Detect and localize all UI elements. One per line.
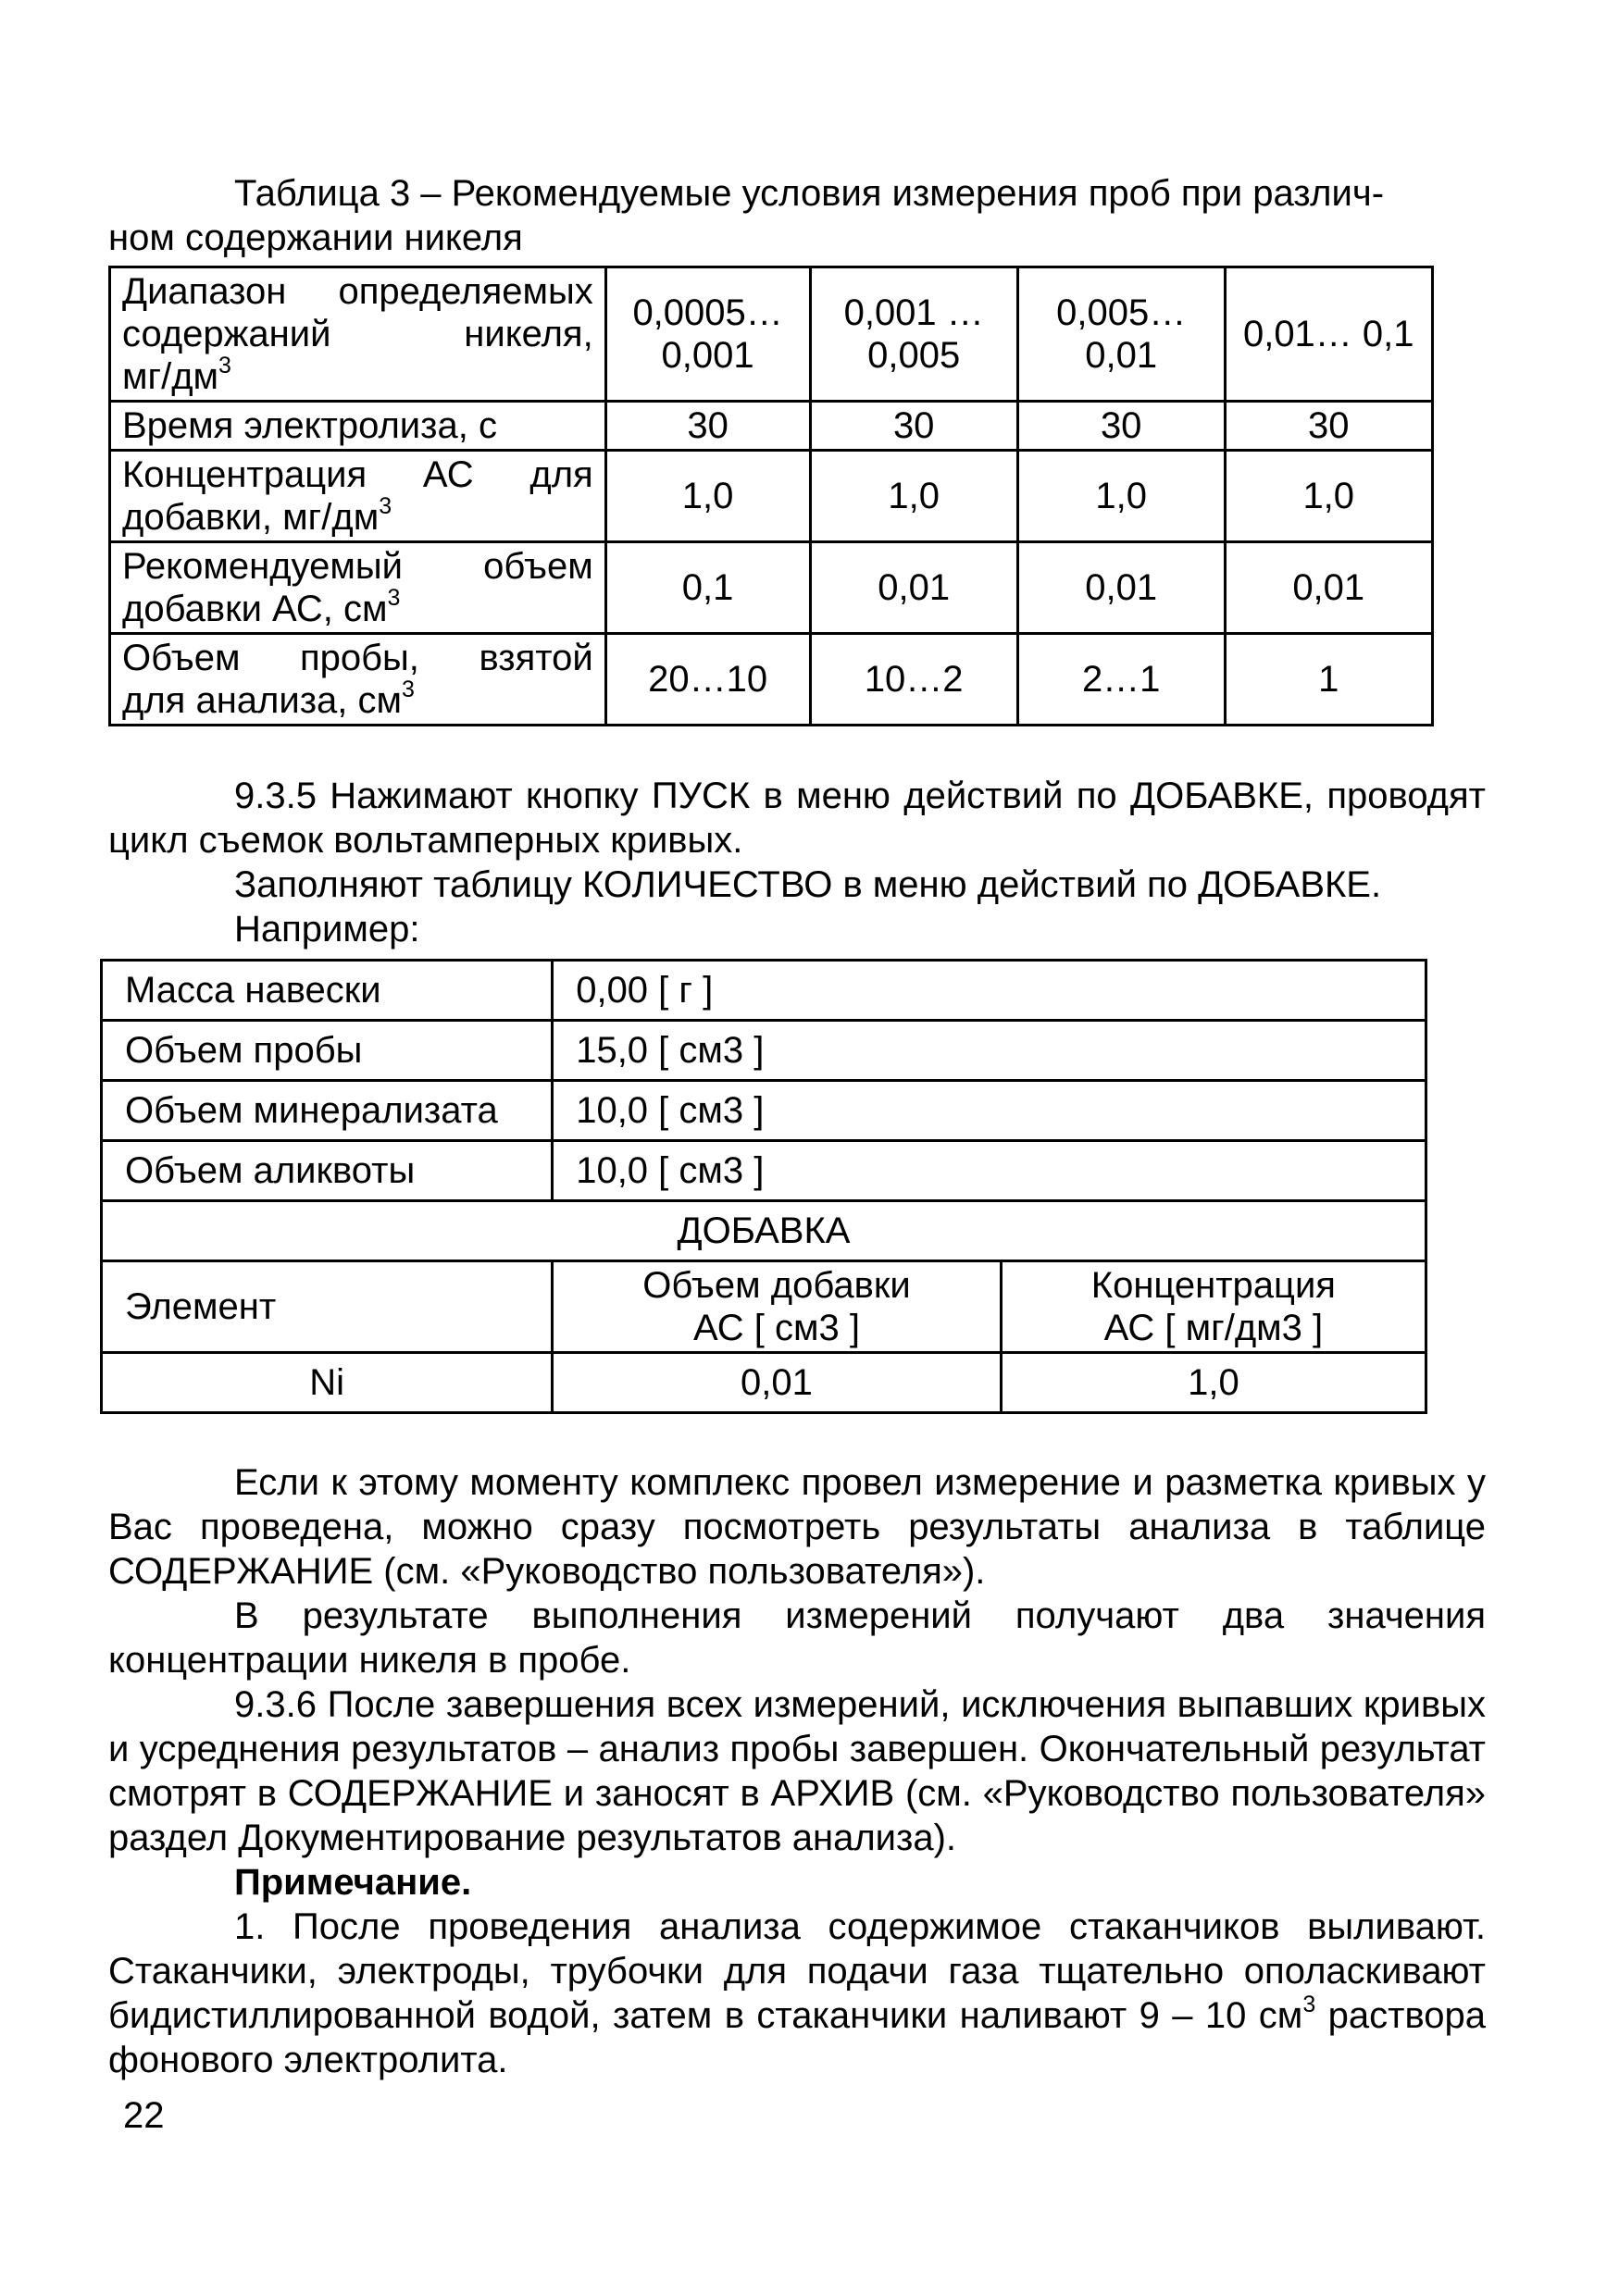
table-cell: 30 [605, 402, 810, 451]
quantity-table [100, 959, 1427, 1414]
caption-line-2: ном содержании никеля [108, 217, 523, 258]
table-cell: 1,0 [605, 451, 810, 542]
table-cell: 0,01 [1017, 542, 1225, 634]
range-header: 0,001 … 0,005 [810, 267, 1017, 402]
row-label: Концентрация АС для добавки, $мг/дм^3$ [110, 451, 606, 542]
range-header: 0,01… 0,1 [1225, 267, 1433, 402]
quantity-value: 10,0 [ см3 ] [553, 1081, 1426, 1141]
row-label: Диапазон определяемых содержаний никеля, $мг/дм^3$ [110, 267, 606, 402]
column-element: Элемент [102, 1261, 553, 1353]
table-cell: 30 [810, 402, 1017, 451]
quantity-value: 15,0 [ см3 ] [553, 1021, 1426, 1081]
table-row [110, 634, 1433, 726]
element-cell: Ni [102, 1353, 553, 1413]
caption-line-1: Таблица 3 – Рекомендуемые условия измерения проб при различ- [234, 173, 1385, 214]
column-concentration: Концентрация АС [ мг/дм3 ] [1001, 1261, 1426, 1353]
table-cell: 1 [1225, 634, 1433, 726]
table-cell: 0,01 [810, 542, 1017, 634]
page-number: 22 [123, 2095, 165, 2136]
table-row [102, 1353, 1426, 1413]
table-row [110, 267, 1433, 402]
quantity-label: Объем пробы [102, 1021, 553, 1081]
range-header: 0,0005… 0,001 [605, 267, 810, 402]
table-cell: 0,1 [605, 542, 810, 634]
table-row [102, 1141, 1426, 1201]
paragraph-two-values: В результате выполнения измерений получают два значения концентрации никеля в пробе. [108, 1595, 1486, 1681]
recommended-conditions-table [108, 266, 1434, 726]
volume-cell: 0,01 [553, 1353, 1002, 1413]
table-cell: 1,0 [1017, 451, 1225, 542]
table-cell: 30 [1225, 402, 1433, 451]
table-row [102, 1201, 1426, 1261]
table-row [110, 542, 1433, 634]
paragraph-9-3-5: 9.3.5 Нажимают кнопку ПУСК в меню действий по ДОБАВКЕ, проводят цикл съемок вольтамперных кривых. [108, 776, 1486, 861]
note-text: 1. После проведения анализа содержимое стаканчиков выливают. Стаканчики, электроды, трубочки для подачи газа тщательно ополаскивают бидистиллированной водой, затем в стаканчики наливают 9 – 10 $см^3$ раствора фонового электролита. [108, 1906, 1486, 2080]
paragraph-results: Если к этому моменту комплекс провел измерение и разметка кривых у Вас проведена, можно сразу посмотреть результаты анализа в таблице СОДЕРЖАНИЕ (см. «Руководство пользователя»). [108, 1462, 1486, 1592]
row-label: Объем пробы, взятой для анализа, $см^3$ [110, 634, 606, 726]
table-row [102, 961, 1426, 1021]
table-row [110, 402, 1433, 451]
paragraph-fill-table: Заполняют таблицу КОЛИЧЕСТВО в меню действий по ДОБАВКЕ. [234, 864, 1382, 905]
table-caption [108, 171, 1486, 260]
paragraph-example: Например: [234, 909, 420, 949]
table-row [102, 1081, 1426, 1141]
concentration-cell: 1,0 [1001, 1353, 1426, 1413]
table-row [110, 451, 1433, 542]
note-title: Примечание. [234, 1862, 472, 1903]
table-row [102, 1261, 1426, 1353]
table-row [102, 1021, 1426, 1081]
column-volume: Объем добавки АС [ см3 ] [553, 1261, 1002, 1353]
row-label: Время электролиза, с [110, 402, 606, 451]
table-cell: 1,0 [1225, 451, 1433, 542]
row-label: Рекомендуемый объем добавки АС, $см^3$ [110, 542, 606, 634]
note-section [108, 1860, 1486, 2082]
range-header: 0,005… 0,01 [1017, 267, 1225, 402]
table-cell: 10…2 [810, 634, 1017, 726]
results-text [108, 1460, 1486, 1860]
table-cell: 30 [1017, 402, 1225, 451]
quantity-label: Объем аликвоты [102, 1141, 553, 1201]
quantity-value: 10,0 [ см3 ] [553, 1141, 1426, 1201]
quantity-label: Масса навески [102, 961, 553, 1021]
additive-header: ДОБАВКА [102, 1201, 1426, 1261]
section-9-3-5 [108, 774, 1486, 951]
table-cell: 2…1 [1017, 634, 1225, 726]
quantity-value: 0,00 [ г ] [553, 961, 1426, 1021]
table-cell: 20…10 [605, 634, 810, 726]
table-cell: 0,01 [1225, 542, 1433, 634]
paragraph-9-3-6: 9.3.6 После завершения всех измерений, исключения выпавших кривых и усреднения результатов – анализ пробы завершен. Окончательный результат смотрят в СОДЕРЖАНИЕ и заносят в АРХИВ (см. «Руководство пользователя» раздел Документирование результатов анализа). [108, 1684, 1486, 1858]
table-cell: 1,0 [810, 451, 1017, 542]
quantity-label: Объем минерализата [102, 1081, 553, 1141]
